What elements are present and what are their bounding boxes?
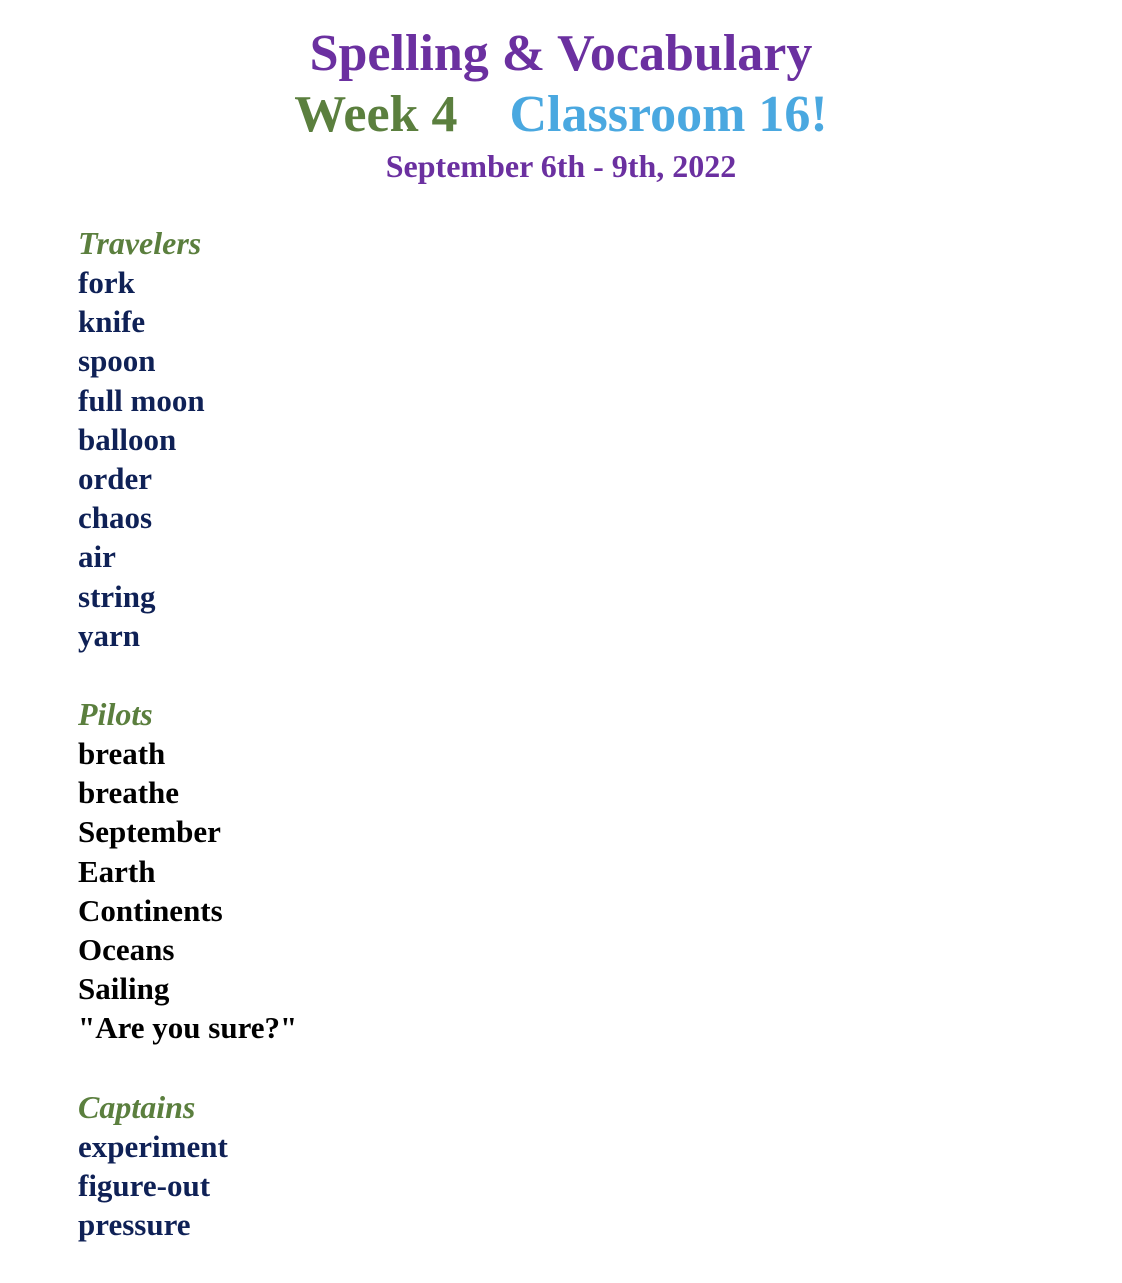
list-item: September xyxy=(78,814,221,850)
list-item: spoon xyxy=(78,343,156,379)
list-item: Oceans xyxy=(78,932,175,968)
section-heading: Pilots xyxy=(78,696,153,733)
list-item: order xyxy=(78,461,153,497)
word-sections xyxy=(78,223,878,1283)
word-list xyxy=(78,734,878,1048)
list-item: full moon xyxy=(78,382,205,418)
list-item: pressure xyxy=(78,1207,191,1243)
list-item: chaos xyxy=(78,500,153,536)
list-item: balloon xyxy=(78,421,177,457)
list-item: fork xyxy=(78,265,135,300)
date-range: September 6th - 9th, 2022 xyxy=(385,148,737,184)
week-classroom-line xyxy=(0,84,1122,146)
section-heading: Travelers xyxy=(78,225,202,261)
list-item: Earth xyxy=(78,853,156,889)
list-item: knife xyxy=(78,304,146,340)
list-item: figure-out xyxy=(78,1167,211,1203)
list-item: yarn xyxy=(78,617,140,653)
list-item: Sailing xyxy=(78,971,170,1007)
list-item: string xyxy=(78,578,156,614)
list-item: air xyxy=(78,539,116,575)
section-captains xyxy=(78,1087,878,1245)
document-header xyxy=(0,24,1122,186)
section-heading: Captains xyxy=(78,1088,196,1125)
word-list xyxy=(78,263,878,655)
page-title: Spelling & Vocabulary xyxy=(309,25,813,82)
list-item: Continents xyxy=(78,892,223,928)
classroom-label: Classroom 16! xyxy=(509,86,828,143)
section-pilots xyxy=(78,694,878,1048)
week-label: Week 4 xyxy=(294,86,458,143)
list-item: breathe xyxy=(78,775,180,811)
list-item: breath xyxy=(78,736,166,772)
list-item: "Are you sure?" xyxy=(78,1010,298,1046)
list-item: experiment xyxy=(78,1128,228,1164)
section-travelers xyxy=(78,223,878,655)
word-list xyxy=(78,1127,878,1245)
